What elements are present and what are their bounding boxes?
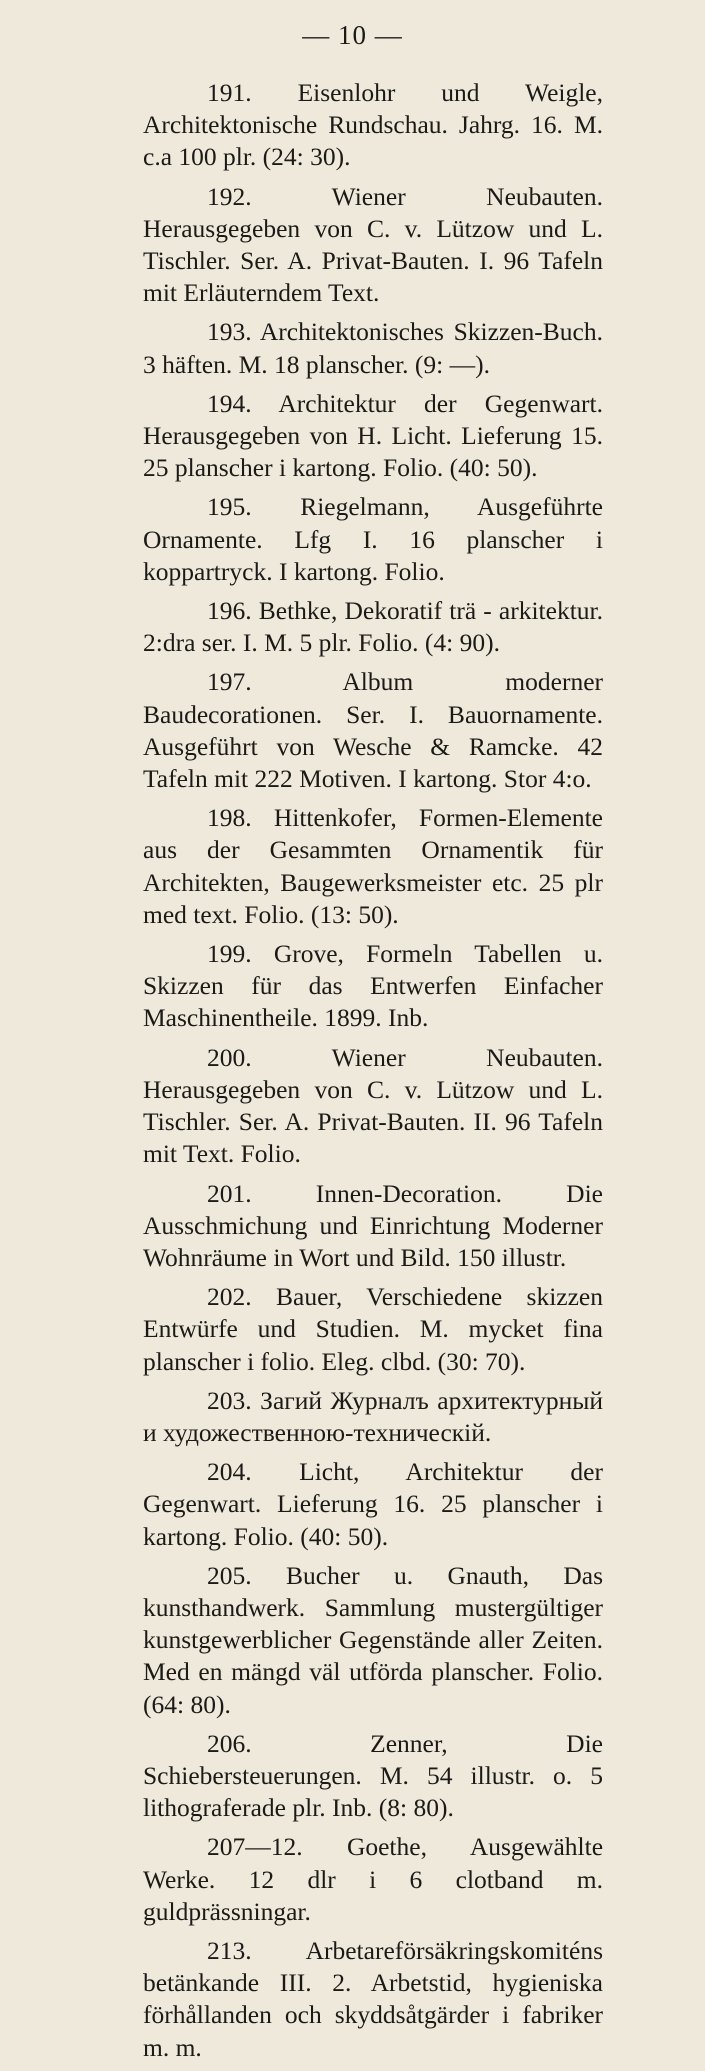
entry-text: Licht, Architektur der Gegenwart. Lieferung 16. 25 planscher i kartong. Folio. (40: 50).	[143, 1457, 603, 1551]
catalog-entry	[143, 1456, 603, 1553]
entry-number: 197.	[207, 667, 252, 697]
entry-text: Goethe, Ausgewählte Werke. 12 dlr i 6 clotband m. guldprässningar.	[143, 1832, 604, 1926]
entry-text: Bethke, Dekoratif trä - arkitektur. 2:dra ser. I. M. 5 plr. Folio. (4: 90).	[143, 596, 603, 658]
catalog-entry	[143, 1281, 603, 1378]
entry-text: Wiener Neubauten. Herausgegeben von C. v. Lützow und L. Tischler. Ser. A. Privat-Bauten. I. 96 Tafeln mit Erläuterndem Text.	[143, 181, 604, 308]
entry-number: 202.	[207, 1282, 252, 1312]
catalog-entry	[143, 77, 603, 174]
entry-number: 203.	[207, 1385, 252, 1415]
catalog-entry	[143, 181, 603, 310]
entry-text: Innen-Decoration. Die Ausschmichung und Einrichtung Moderner Wohnräume in Wort und Bild. 150 illustr.	[143, 1178, 603, 1272]
entry-number: 196.	[207, 596, 252, 626]
entry-number: 205.	[207, 1560, 252, 1590]
entry-text: Album moderner Baudecorationen. Ser. I. Bauornamente. Ausgeführt von Wesche & Ramcke. 42 Tafeln mit 222 Motiven. I kartong. Stor 4:o.	[143, 667, 603, 794]
catalog-entry	[143, 595, 603, 659]
entry-number: 201.	[207, 1178, 252, 1208]
catalog-entry	[143, 1178, 603, 1275]
entry-number: 204.	[207, 1457, 252, 1487]
entry-text: Загий Журналъ архитектурный и художественною-техническій.	[143, 1385, 604, 1447]
entry-text: Hittenkofer, Formen-Elemente aus der Gesammten Ornamentik für Architekten, Baugewerksmeister etc. 25 plr med text. Folio. (13: 50).	[143, 803, 603, 929]
catalog-entry	[143, 1831, 603, 1928]
entry-text: Architektonisches Skizzen-Buch. 3 häften. M. 18 planscher. (9: —).	[143, 317, 603, 379]
entry-text: Eisenlohr und Weigle, Architektonische Rundschau. Jahrg. 16. M. c.a 100 plr. (24: 30).	[143, 78, 603, 172]
entry-number: 200.	[207, 1042, 252, 1072]
entry-number: 193.	[207, 317, 252, 347]
entry-text: Architektur der Gegenwart. Herausgegeben von H. Licht. Lieferung 15. 25 planscher i kartong. Folio. (40: 50).	[143, 388, 604, 483]
entry-number: 213.	[207, 1935, 252, 1965]
entry-text: Wiener Neubauten. Herausgegeben von C. v. Lützow und L. Tischler. Ser. A. Privat-Bauten. II. 96 Tafeln mit Text. Folio.	[143, 1042, 604, 1169]
entry-number: 195.	[207, 492, 252, 522]
entry-number: 192.	[207, 181, 252, 211]
catalog-entry	[143, 388, 603, 485]
catalog-entry	[143, 1042, 603, 1171]
catalog-entry	[143, 316, 603, 380]
entry-text: Riegelmann, Ausgeführte Ornamente. Lfg I. 16 planscher i koppartryck. I kartong. Folio.	[143, 492, 604, 586]
entry-text: Bucher u. Gnauth, Das kunsthandwerk. Sammlung mustergültiger kunstgewerblicher Gegenstände aller Zeiten. Med en mängd väl utförda planscher. Folio. (64: 80).	[143, 1560, 603, 1719]
catalog-entry	[143, 1385, 603, 1449]
entry-text: Bauer, Verschiedene skizzen Entwürfe und Studien. M. mycket fina planscher i folio. Eleg. clbd. (30: 70).	[143, 1282, 604, 1376]
catalog-entry	[143, 1935, 603, 2064]
entry-text: Zenner, Die Schiebersteuerungen. M. 54 illustr. o. 5 lithograferade plr. Inb. (8: 80).	[143, 1728, 603, 1823]
catalog-entry	[143, 1560, 603, 1721]
page-number: — 10 —	[302, 20, 403, 50]
entry-text: Arbetareförsäkringskomiténs betänkande III. 2. Arbetstid, hygieniska förhållanden och skyddsåtgärder i fabriker m. m.	[143, 1935, 603, 2062]
catalog-entry	[143, 491, 603, 588]
entry-number: 206.	[207, 1728, 252, 1758]
entry-number: 198.	[207, 803, 252, 833]
entry-number: 191.	[207, 78, 252, 107]
catalog-entry	[143, 666, 603, 795]
entry-text: Grove, Formeln Tabellen u. Skizzen für das Entwerfen Einfacher Maschinentheile. 1899. Inb.	[143, 939, 603, 1033]
entry-number: 199.	[207, 939, 252, 969]
catalog-entry	[143, 938, 603, 1035]
catalog-entries	[143, 77, 603, 2071]
catalog-entry	[143, 1728, 603, 1825]
catalog-entry	[143, 802, 603, 931]
entry-number: 207—12.	[207, 1832, 303, 1862]
entry-number: 194.	[207, 388, 252, 418]
